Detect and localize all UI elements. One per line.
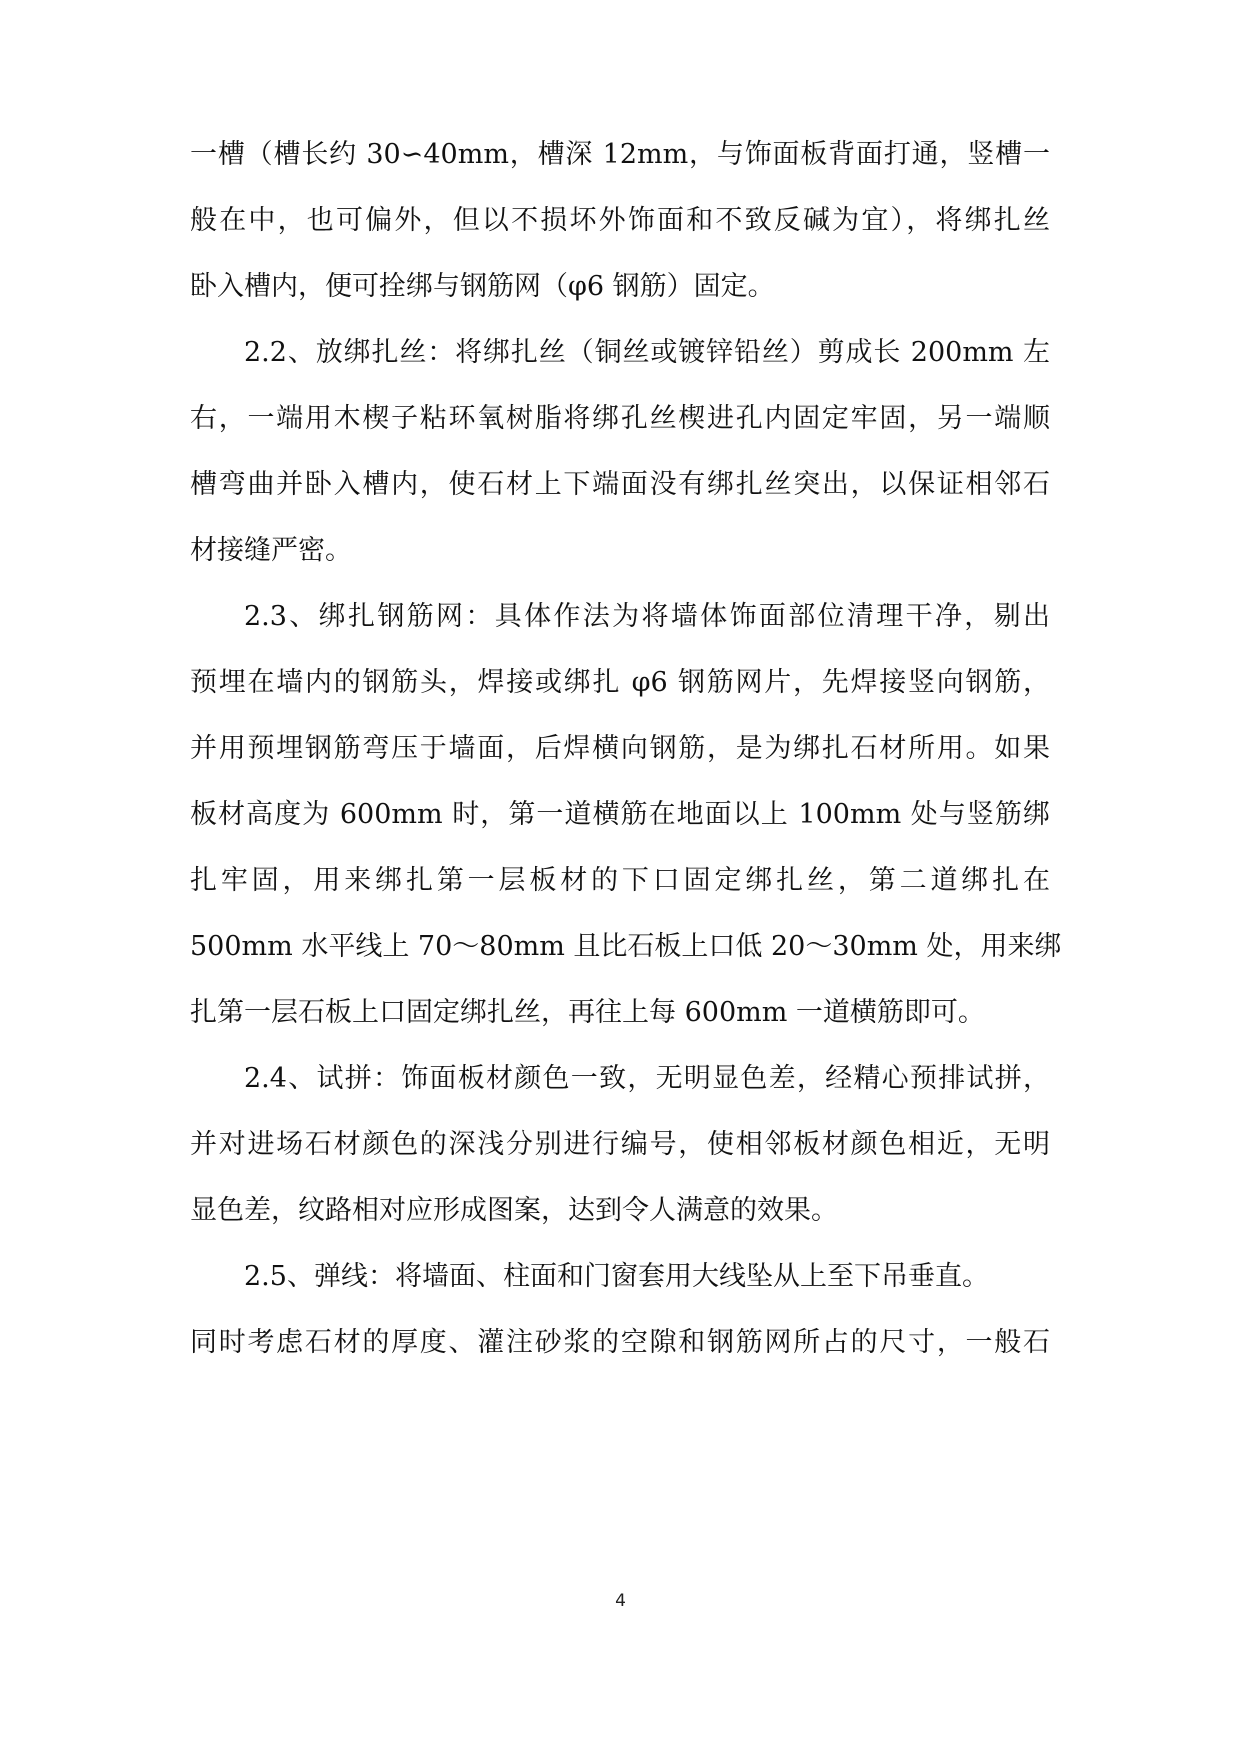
text-line: 般在中，也可偏外，但以不损坏外饰面和不致反碱为宜），将绑扎丝 xyxy=(190,205,1050,236)
paragraph-heading-line: 2.3、绑扎钢筋网：具体作法为将墙体饰面部位清理干净，剔出 xyxy=(244,601,1050,632)
text-line: 显色差，纹路相对应形成图案，达到令人满意的效果。 xyxy=(190,1195,838,1226)
text-line: 并用预埋钢筋弯压于墙面，后焊横向钢筋，是为绑扎石材所用。如果 xyxy=(190,733,1050,764)
text-line: 槽弯曲并卧入槽内，使石材上下端面没有绑扎丝突出，以保证相邻石 xyxy=(190,469,1050,500)
text-line: 预埋在墙内的钢筋头，焊接或绑扎 φ6 钢筋网片，先焊接竖向钢筋， xyxy=(190,667,1050,698)
paragraph-heading-line: 2.2、放绑扎丝：将绑扎丝（铜丝或镀锌铅丝）剪成长 200mm 左 xyxy=(244,337,1050,368)
text-line: 右，一端用木楔子粘环氧树脂将绑孔丝楔进孔内固定牢固，另一端顺 xyxy=(190,403,1050,434)
text-line: 扎牢固，用来绑扎第一层板材的下口固定绑扎丝，第二道绑扎在 xyxy=(190,865,1050,896)
text-line: 卧入槽内，便可拴绑与钢筋网（φ6 钢筋）固定。 xyxy=(190,271,775,302)
text-line: 扎第一层石板上口固定绑扎丝，再往上每 600mm 一道横筋即可。 xyxy=(190,997,985,1028)
page-number: 4 xyxy=(615,1591,626,1611)
paragraph-heading-line: 2.5、弹线：将墙面、柱面和门窗套用大线坠从上至下吊垂直。 xyxy=(244,1261,989,1292)
text-line: 500mm 水平线上 70～80mm 且比石板上口低 20～30mm 处，用来绑 xyxy=(190,931,1062,962)
text-line: 并对进场石材颜色的深浅分别进行编号，使相邻板材颜色相近，无明 xyxy=(190,1129,1050,1160)
text-line: 板材高度为 600mm 时，第一道横筋在地面以上 100mm 处与竖筋绑 xyxy=(190,799,1050,830)
text-line: 一槽（槽长约 30∽40mm，槽深 12mm，与饰面板背面打通，竖槽一 xyxy=(190,139,1050,170)
text-line: 同时考虑石材的厚度、灌注砂浆的空隙和钢筋网所占的尺寸，一般石 xyxy=(190,1327,1050,1358)
text-line: 材接缝严密。 xyxy=(190,535,352,566)
paragraph-heading-line: 2.4、试拼：饰面板材颜色一致，无明显色差，经精心预排试拼， xyxy=(244,1063,1050,1094)
